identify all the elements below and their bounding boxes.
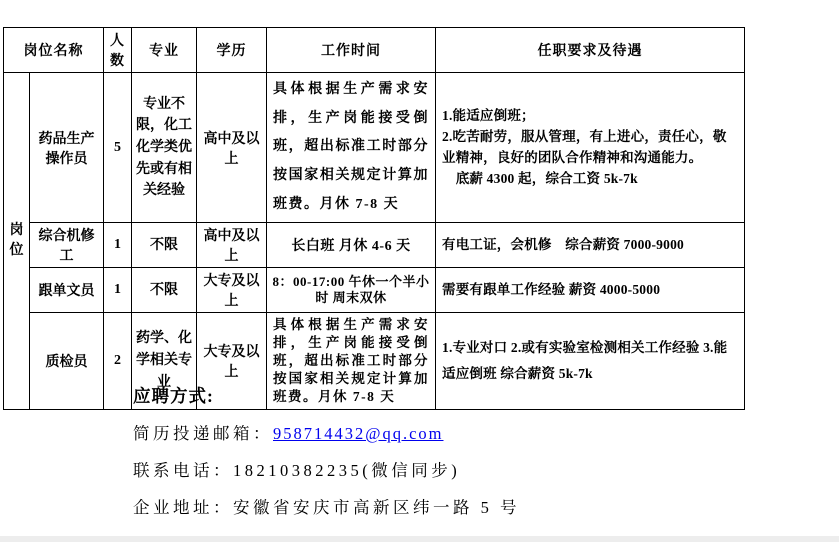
cell-schedule: 长白班 月休 4-6 天 [267,223,436,268]
phone-line: 联系电话：18210382235(微信同步) [133,461,461,480]
cell-position: 质检员 [30,313,104,409]
col-header-major: 专业 [132,28,197,73]
cell-major: 不限 [132,223,197,268]
col-header-position: 岗位名称 [4,28,104,73]
col-header-education: 学历 [197,28,267,73]
email-line [133,420,520,444]
cell-schedule: 8：00-17:00 午休一个半小时 周末双休 [267,268,436,313]
cell-education: 高中及以上 [197,73,267,223]
bottom-bar [0,536,839,542]
cell-position: 跟单文员 [30,268,104,313]
col-header-schedule: 工作时间 [267,28,436,73]
table-row [4,73,745,223]
table-row [4,268,745,313]
table-header-row [4,28,745,73]
cell-major: 专业不限，化工化学类优先或有相关经验 [132,73,197,223]
email-label: 简历投递邮箱： [133,424,273,443]
address-line: 企业地址：安徽省安庆市高新区纬一路 5 号 [133,498,520,517]
cell-count: 5 [104,73,132,223]
email-link[interactable]: 958714432@qq.com [273,424,444,443]
cell-group-label: 岗位 [4,73,30,410]
cell-position: 综合机修工 [30,223,104,268]
table-row [4,223,745,268]
contact-heading: 应聘方式: [133,386,214,406]
cell-education: 高中及以上 [197,223,267,268]
cell-count: 2 [104,313,132,409]
col-header-requirements: 任职要求及待遇 [436,28,745,73]
contact-section [133,383,520,531]
cell-position: 药品生产操作员 [30,73,104,223]
cell-major: 不限 [132,268,197,313]
cell-requirements: 需要有跟单工作经验 薪资 4000-5000 [436,268,745,313]
cell-requirements: 有电工证，会机修 综合薪资 7000-9000 [436,223,745,268]
job-table [3,27,745,410]
cell-requirements: 1.专业对口 2.或有实验室检测相关工作经验 3.能适应倒班 综合薪资 5k-7k [436,313,745,409]
cell-major: 药学、化学相关专业 [132,313,197,409]
cell-count: 1 [104,223,132,268]
cell-count: 1 [104,268,132,313]
cell-schedule: 具体根据生产需求安排，生产岗能接受倒班，超出标准工时部分按国家相关规定计算加班费。月休 7-8 天 [267,73,436,223]
cell-education: 大专及以上 [197,313,267,409]
cell-requirements: 1.能适应倒班； 2.吃苦耐劳，服从管理，有上进心，责任心，敬业精神，良好的团队合作精神和沟通能力。 底薪 4300 起，综合工资 5k-7k [436,73,745,223]
cell-education: 大专及以上 [197,268,267,313]
cell-schedule: 具体根据生产需求安排，生产岗能接受倒班，超出标准工时部分按国家相关规定计算加班费。月休 7-8 天 [267,313,436,409]
col-header-count: 人数 [104,28,132,73]
